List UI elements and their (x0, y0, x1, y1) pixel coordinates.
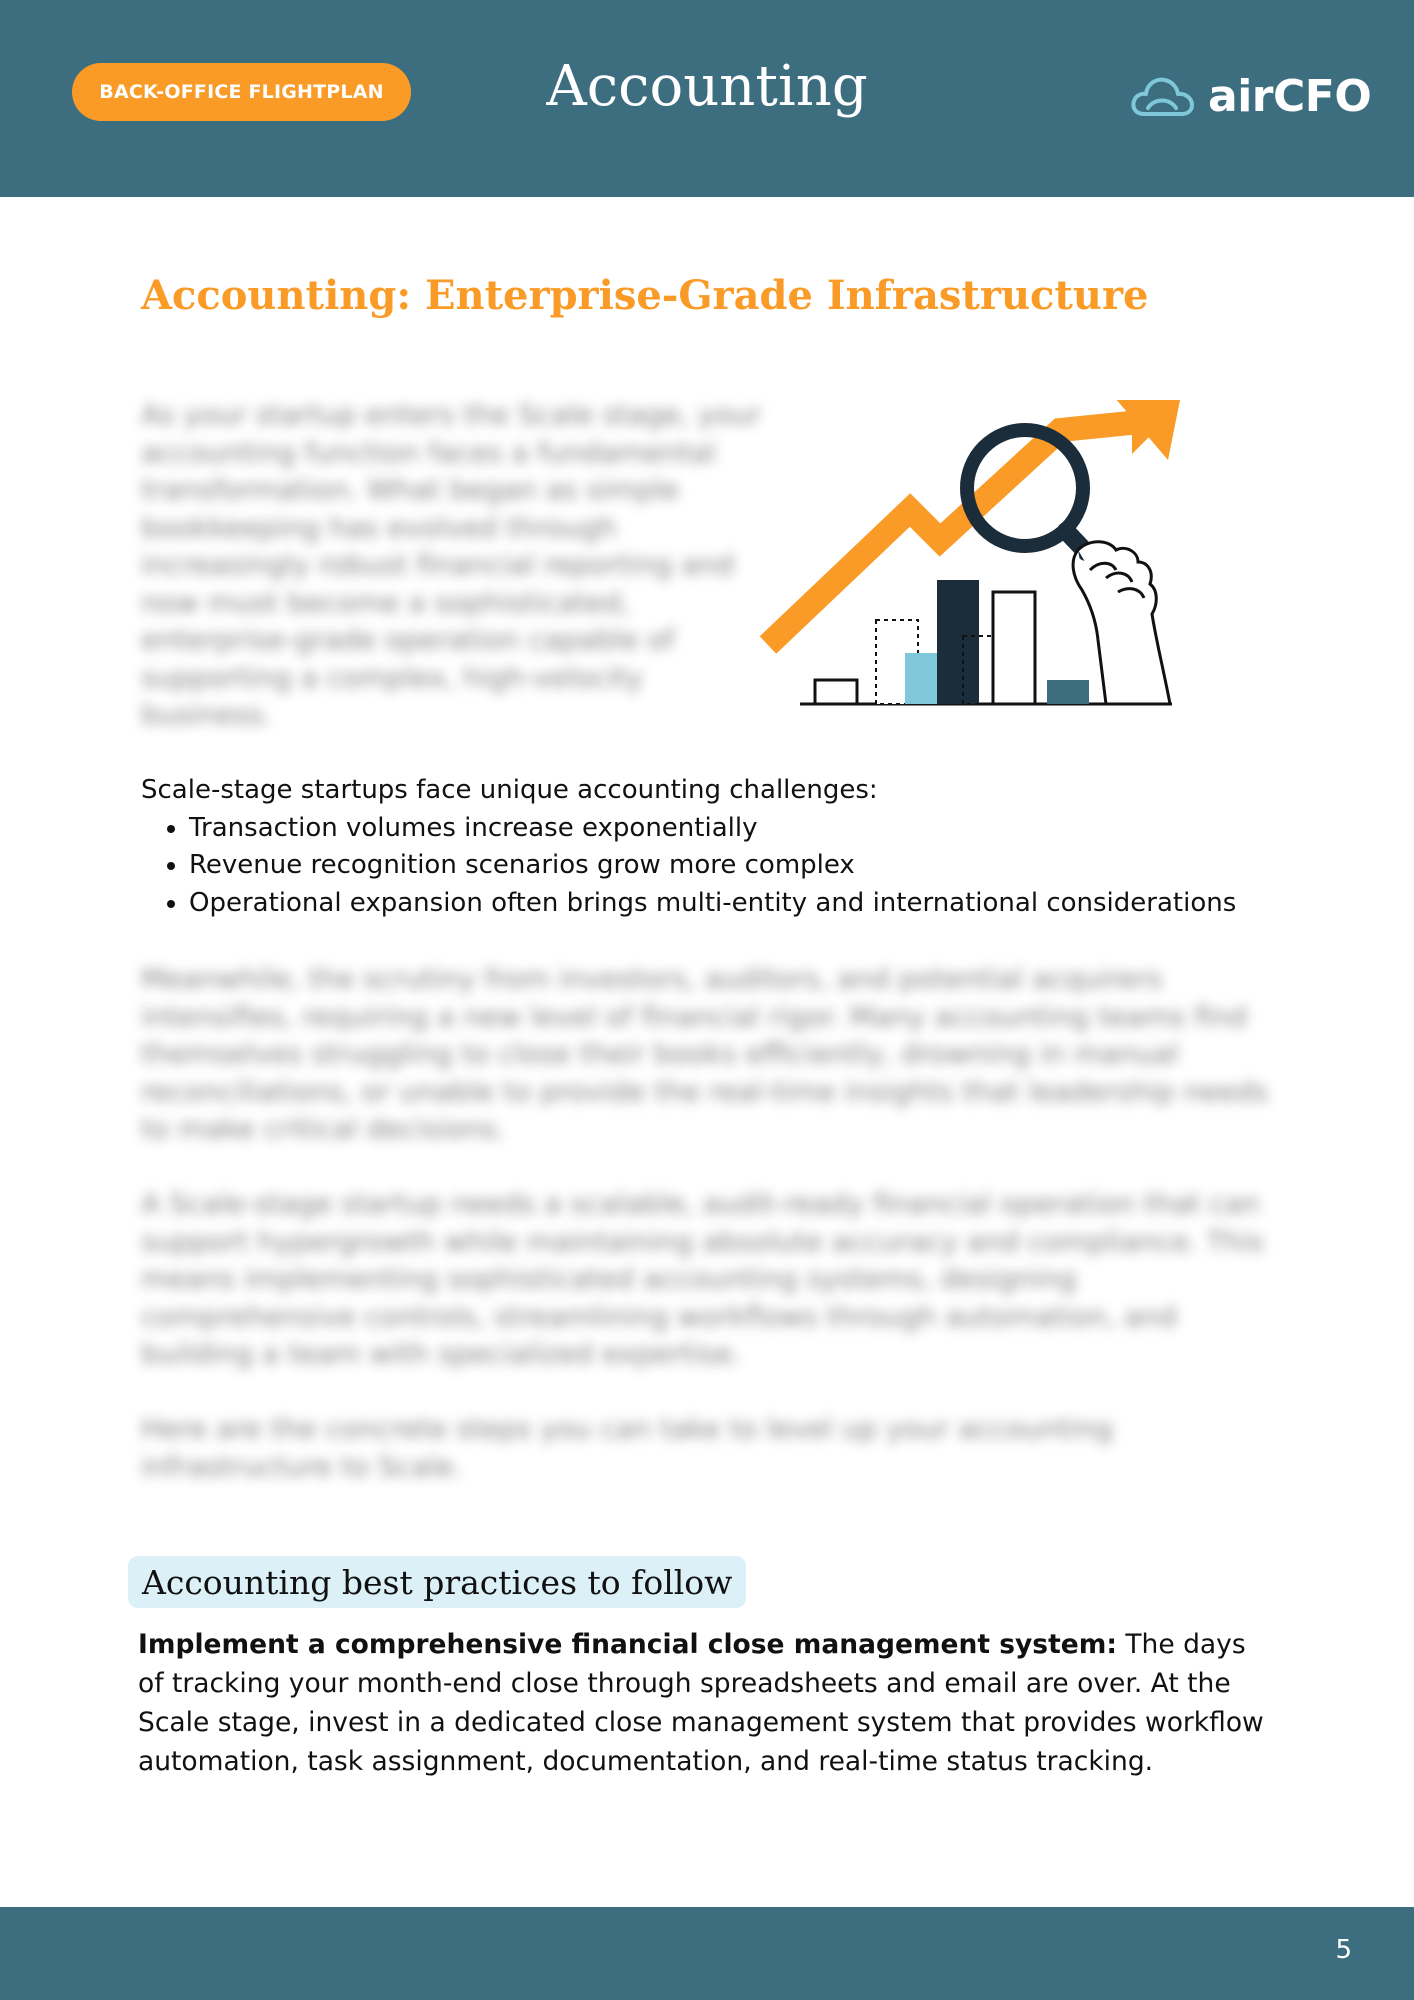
page-title: Accounting (546, 54, 868, 119)
intro-paragraph: As your startup enters the Scale stage, your accounting function faces a fundamental transformation. What began as simple bookkeeping has evolved through increasingly robust financial reporting and now must become a sophisticated, enterprise-grade operation capable of supporting a complex, high-velocity business. (141, 398, 761, 731)
list-item: • Transaction volumes increase exponentially (189, 810, 1341, 848)
brand-name: airCFO (1208, 70, 1372, 122)
growth-chart-magnifier-icon (760, 400, 1180, 724)
best-practice-title: Implement a comprehensive financial close management system: (138, 1629, 1117, 1660)
page-number: 5 (1335, 1935, 1352, 1965)
challenges-section (141, 772, 1341, 922)
body-paragraph: Here are the concrete steps you can take to level up your accounting infrastructure to Scale. (141, 1412, 1113, 1483)
challenges-intro: Scale-stage startups face unique accounting challenges: (141, 775, 878, 805)
brand-logo (1130, 70, 1371, 122)
best-practice-body: The days of tracking your month-end close through spreadsheets and email are over. At the Scale stage, invest in a dedicated close management system that provides workflow automation, task assignment, documentation, and real-time status tracking. (138, 1629, 1264, 1777)
list-item: • Revenue recognition scenarios grow more complex (189, 847, 1341, 885)
page-header (0, 0, 1414, 197)
section-badge: BACK-OFFICE FLIGHTPLAN (72, 63, 411, 121)
challenges-list (141, 810, 1341, 923)
best-practices-heading: Accounting best practices to follow (128, 1556, 746, 1608)
cloud-icon (1130, 72, 1196, 120)
list-item: • Operational expansion often brings multi-entity and international considerations (189, 885, 1341, 923)
body-paragraph: Meanwhile, the scrutiny from investors, auditors, and potential acquirers intensifies, requiring a new level of financial rigor. Many accounting teams find themselves struggling to close their books efficiently, drowning in manual reconciliations, or unable to provide the real-time insights that leadership needs to make critical decisions. (141, 962, 1269, 1145)
page-footer (0, 1907, 1414, 2000)
section-heading: Accounting: Enterprise-Grade Infrastructure (141, 272, 1149, 319)
body-paragraph: A Scale-stage startup needs a scalable, audit-ready financial operation that can support hypergrowth while maintaining absolute accuracy and compliance. This means implementing sophisticated accounting systems, designing comprehensive controls, streamlining workflows through automation, and building a team with specialized expertise. (141, 1187, 1264, 1370)
best-practice-item (138, 1625, 1268, 1781)
